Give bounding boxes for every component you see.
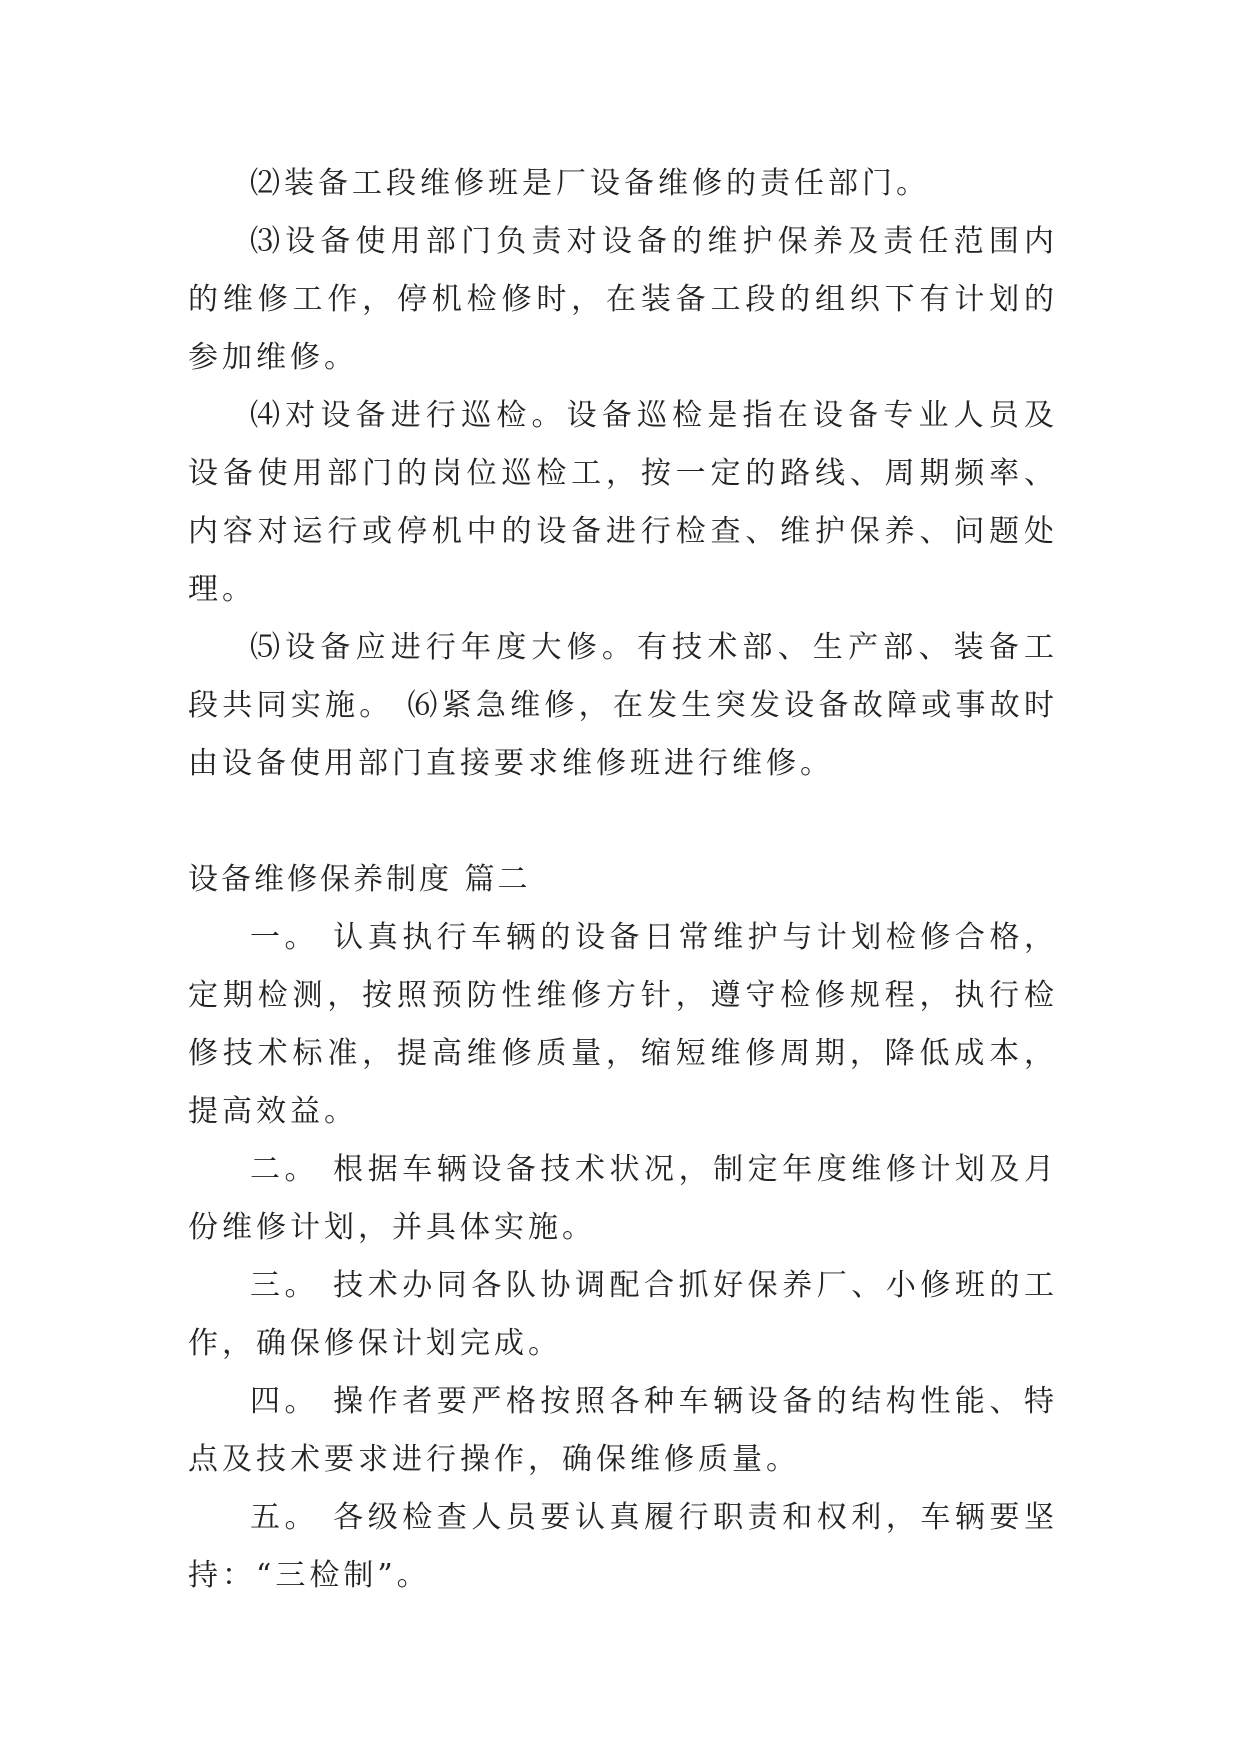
rule-item-3: 三。 技术办同各队协调配合抓好保养厂、小修班的工作，确保修保计划完成。 xyxy=(188,1268,1058,1361)
rule-item-2: 二。 根据车辆设备技术状况，制定年度维修计划及月份维修计划，并具体实施。 xyxy=(188,1152,1058,1245)
paragraph-item-4: ⑷对设备进行巡检。设备巡检是指在设备专业人员及设备使用部门的岗位巡检工，按一定的路线、周期频率、内容对运行或停机中的设备进行检查、维护保养、问题处理。 xyxy=(188,398,1058,607)
rule-item-4: 四。 操作者要严格按照各种车辆设备的结构性能、特点及技术要求进行操作，确保维修质量。 xyxy=(188,1384,1058,1477)
rule-item-5: 五。 各级检查人员要认真履行职责和权利，车辆要坚持：“三检制”。 xyxy=(188,1500,1058,1593)
section-heading: 设备维修保养制度 篇二 xyxy=(188,862,531,897)
rule-item-1: 一。 认真执行车辆的设备日常维护与计划检修合格，定期检测，按照预防性维修方针，遵守检修规程，执行检修技术标准，提高维修质量，缩短维修周期，降低成本，提高效益。 xyxy=(188,920,1058,1129)
document-body xyxy=(188,155,1058,1605)
paragraph-item-2: ⑵装备工段维修班是厂设备维修的责任部门。 xyxy=(250,166,930,201)
paragraph-item-5-6: ⑸设备应进行年度大修。有技术部、生产部、装备工段共同实施。 ⑹紧急维修，在发生突发设备故障或事故时由设备使用部门直接要求维修班进行维修。 xyxy=(188,630,1058,781)
paragraph-item-3: ⑶设备使用部门负责对设备的维护保养及责任范围内的维修工作，停机检修时，在装备工段的组织下有计划的参加维修。 xyxy=(188,224,1058,375)
